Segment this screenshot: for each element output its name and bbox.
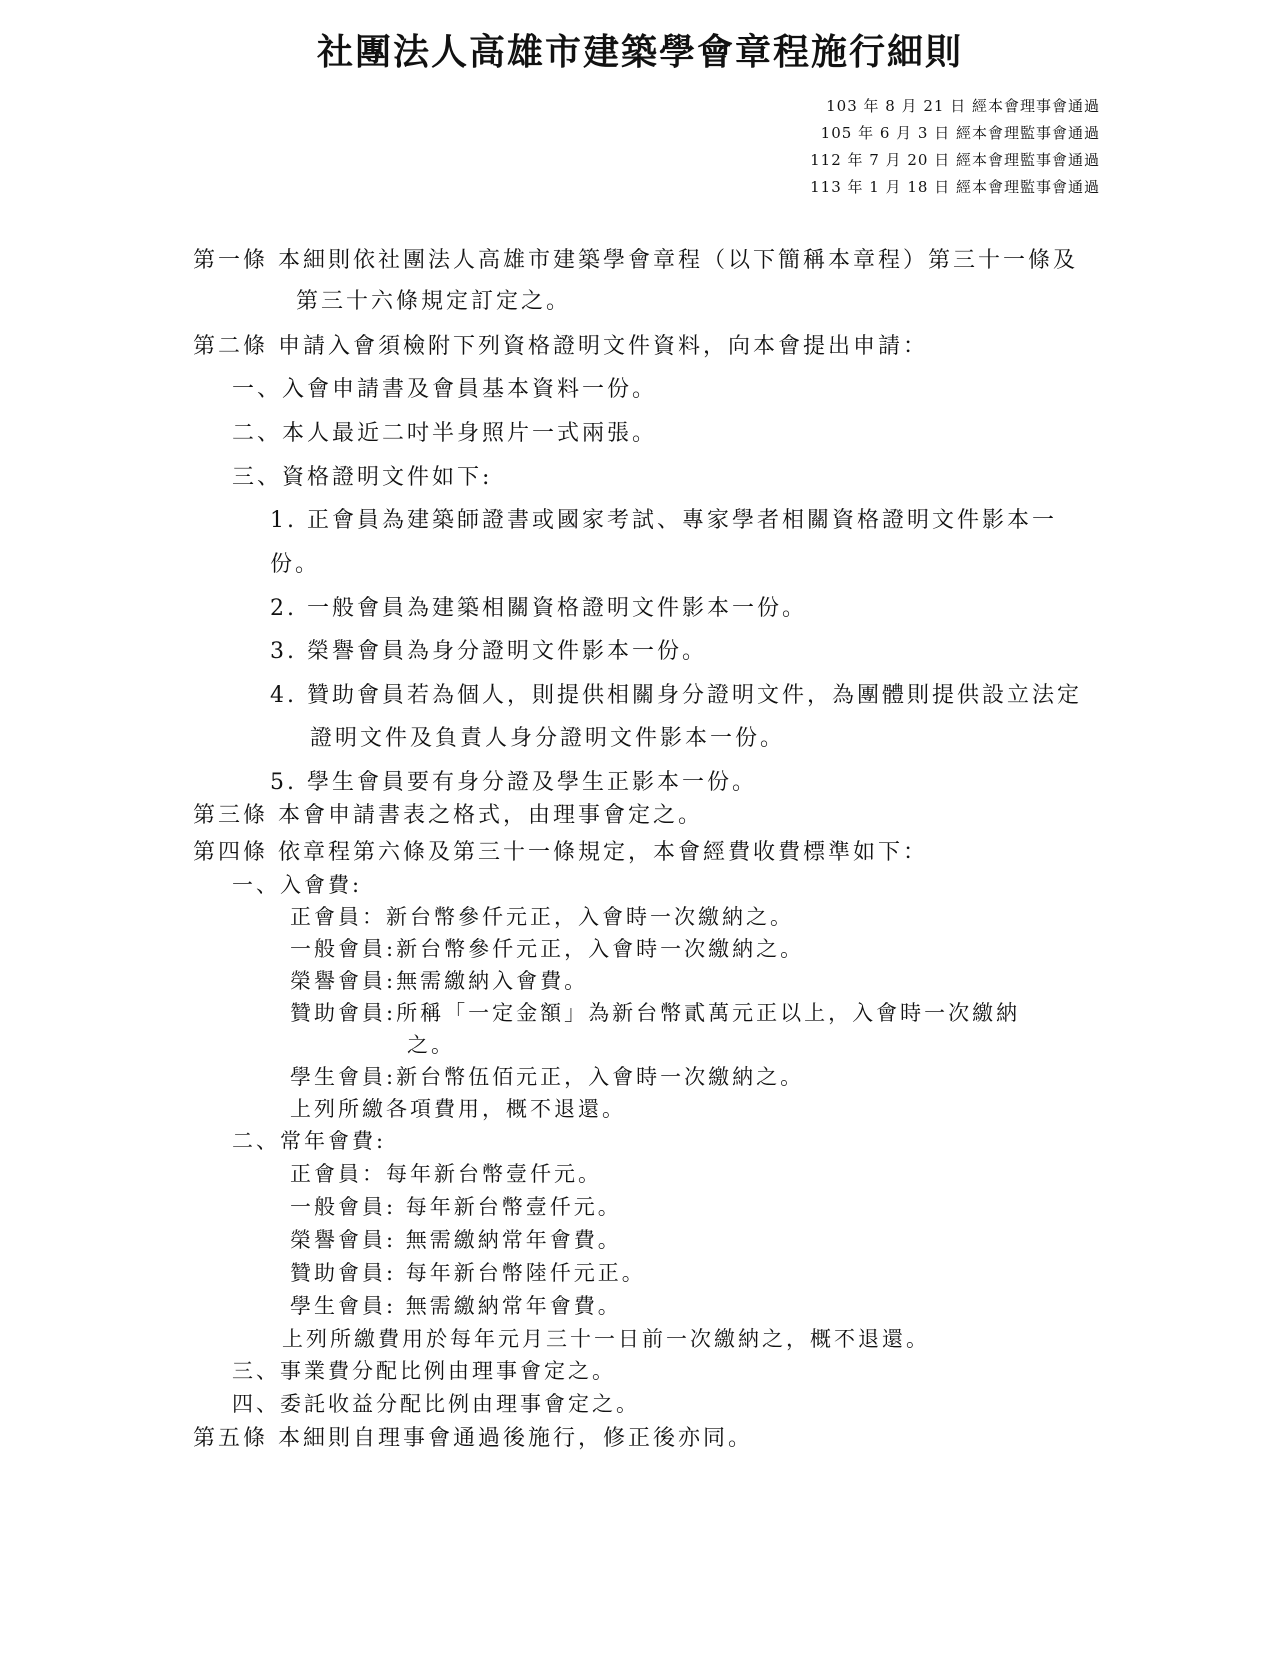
- article-4-item-3: 三、事業費分配比例由理事會定之。: [232, 1359, 616, 1383]
- approval-date-3: 112 年 7 月 20 日 經本會理監事會通過: [810, 151, 1100, 169]
- article-4-item-4: 四、委託收益分配比例由理事會定之。: [232, 1392, 640, 1416]
- article-2-subitem-1-line-1: 1. 正會員為建築師證書或國家考試、專家學者相關資格證明文件影本一: [270, 508, 1057, 533]
- entrance-fee-general: 一般會員:新台幣參仟元正，入會時一次繳納之。: [290, 937, 805, 961]
- entrance-fee-sponsor-line-1: 贊助會員:所稱「一定金額」為新台幣貳萬元正以上，入會時一次繳納: [290, 1001, 1021, 1025]
- article-4-heading: 第四條 依章程第六條及第三十一條規定，本會經費收費標準如下：: [193, 840, 928, 865]
- annual-fee-honorary: 榮譽會員: 無需繳納常年會費。: [290, 1228, 622, 1252]
- annual-fee-heading: 二、常年會費:: [232, 1129, 387, 1153]
- article-5: 第五條 本細則自理事會通過後施行，修正後亦同。: [193, 1426, 753, 1451]
- article-2-item-3: 三、資格證明文件如下:: [232, 465, 493, 490]
- entrance-fee-student: 學生會員:新台幣伍佰元正，入會時一次繳納之。: [290, 1065, 805, 1089]
- article-2-heading: 第二條 申請入會須檢附下列資格證明文件資料，向本會提出申請：: [193, 334, 928, 359]
- annual-fee-note: 上列所繳費用於每年元月三十一日前一次繳納之，概不退還。: [282, 1327, 930, 1351]
- article-2-subitem-4-line-1: 4. 贊助會員若為個人，則提供相關身分證明文件，為團體則提供設立法定: [270, 683, 1082, 708]
- article-2-subitem-2: 2. 一般會員為建築相關資格證明文件影本一份。: [270, 596, 807, 621]
- entrance-fee-heading: 一、入會費:: [232, 873, 363, 897]
- entrance-fee-sponsor-line-2: 之。: [407, 1033, 455, 1057]
- annual-fee-sponsor: 贊助會員: 每年新台幣陸仟元正。: [290, 1261, 646, 1285]
- entrance-fee-regular: 正會員：新台幣參仟元正，入會時一次繳納之。: [290, 905, 794, 929]
- annual-fee-general: 一般會員: 每年新台幣壹仟元。: [290, 1195, 622, 1219]
- article-2-subitem-5: 5. 學生會員要有身分證及學生正影本一份。: [270, 770, 757, 795]
- entrance-fee-honorary: 榮譽會員:無需繳納入會費。: [290, 969, 589, 993]
- article-3: 第三條 本會申請書表之格式，由理事會定之。: [193, 803, 703, 828]
- annual-fee-student: 學生會員: 無需繳納常年會費。: [290, 1294, 622, 1318]
- article-2-subitem-4-line-2: 證明文件及負責人身分證明文件影本一份。: [310, 726, 786, 751]
- article-2-subitem-3: 3. 榮譽會員為身分證明文件影本一份。: [270, 639, 707, 664]
- approval-date-2: 105 年 6 月 3 日 經本會理監事會通過: [820, 124, 1100, 142]
- entrance-fee-note: 上列所繳各項費用，概不退還。: [290, 1097, 626, 1121]
- article-2-item-1: 一、入會申請書及會員基本資料一份。: [232, 377, 658, 402]
- annual-fee-regular: 正會員：每年新台幣壹仟元。: [290, 1162, 602, 1186]
- article-2-subitem-1-line-2: 份。: [270, 552, 321, 577]
- article-2-item-2: 二、本人最近二吋半身照片一式兩張。: [232, 421, 658, 446]
- article-1-line-2: 第三十六條規定訂定之。: [296, 289, 572, 314]
- article-1-line-1: 第一條 本細則依社團法人高雄市建築學會章程（以下簡稱本章程）第三十一條及: [193, 248, 1078, 273]
- approval-date-4: 113 年 1 月 18 日 經本會理監事會通過: [810, 178, 1100, 196]
- approval-date-1: 103 年 8 月 21 日 經本會理事會通過: [826, 97, 1100, 115]
- document-title: 社團法人高雄市建築學會章程施行細則: [316, 32, 963, 73]
